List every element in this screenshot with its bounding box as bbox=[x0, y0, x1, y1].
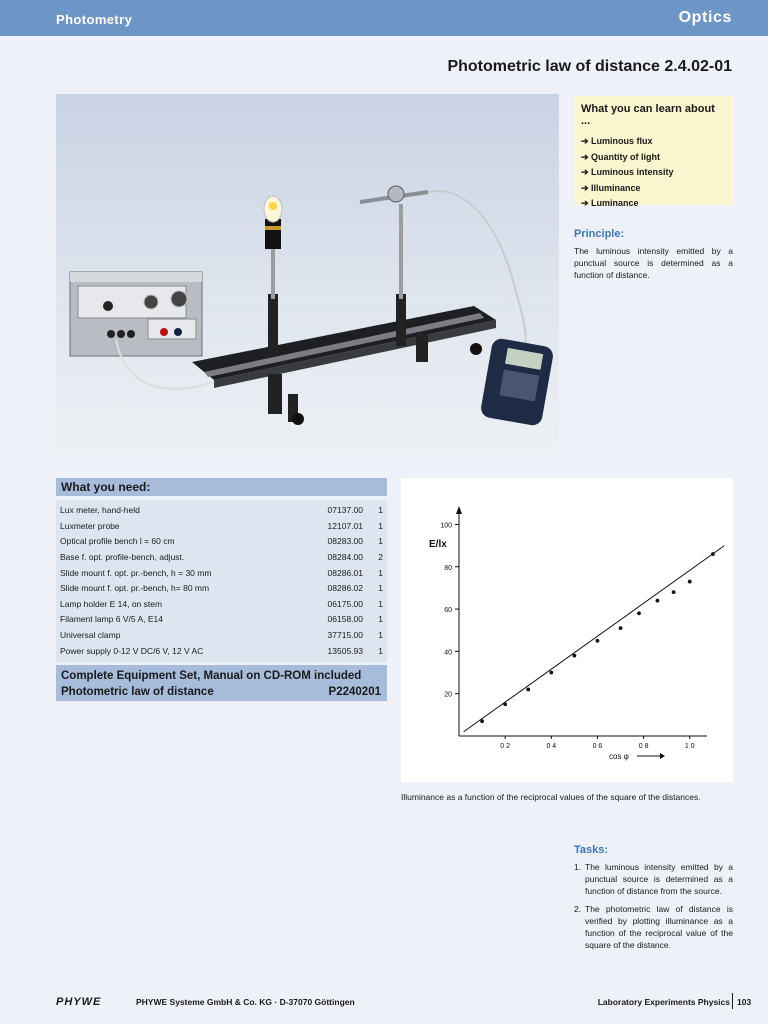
table-row: Universal clamp 37715.00 1 bbox=[60, 630, 383, 640]
table-row: Optical profile bench l = 60 cm 08283.00 1 bbox=[60, 536, 383, 546]
arrow-right-icon: ➔ bbox=[581, 151, 592, 162]
table-row: Lux meter, hand-held 07137.00 1 bbox=[60, 505, 383, 515]
table-row: Power supply 0-12 V DC/6 V, 12 V AC 13505.93 1 bbox=[60, 646, 383, 656]
data-point bbox=[549, 671, 553, 675]
experiment-setup-illustration bbox=[56, 94, 559, 460]
y-tick-label: 100 bbox=[440, 522, 452, 530]
lux-meter-illustration bbox=[480, 337, 555, 427]
x-label-arrow-head bbox=[660, 753, 665, 759]
y-tick-label: 60 bbox=[444, 607, 452, 615]
x-tick-label: 1 0 bbox=[684, 743, 695, 750]
principle-text: The luminous intensity emitted by a punctual source is determined as a function of distance. bbox=[574, 246, 733, 280]
data-point bbox=[503, 702, 507, 706]
learn-about-heading: What you can learn about ... bbox=[581, 103, 715, 127]
graph-panel bbox=[401, 478, 733, 782]
data-point bbox=[596, 639, 600, 643]
table-row: Lamp holder E 14, on stem 06175.00 1 bbox=[60, 599, 383, 609]
table-row: Slide mount f. opt. pr.-bench, h= 80 mm 08286.02 1 bbox=[60, 583, 383, 593]
page-number: 103 bbox=[737, 997, 752, 1007]
page-title: Photometric law of distance 2.4.02-01 bbox=[447, 58, 732, 75]
learn-item: ➔ Illuminance bbox=[581, 182, 641, 193]
principle-heading: Principle: bbox=[574, 228, 625, 240]
y-tick-label: 20 bbox=[444, 691, 452, 699]
phywe-logo: PHYWE bbox=[56, 996, 102, 1008]
fit-line bbox=[464, 546, 725, 732]
illuminance-chart bbox=[401, 478, 733, 782]
table-row: Base f. opt. profile-bench, adjust. 08284.00 2 bbox=[60, 552, 383, 562]
complete-set-code: P2240201 bbox=[328, 686, 381, 698]
figure-caption: Illuminance as a function of the reciprocal values of the square of the distances. bbox=[401, 792, 701, 802]
complete-set-box bbox=[56, 665, 387, 701]
data-point bbox=[672, 590, 676, 594]
task-item: 1. The luminous intensity emitted by a punctual source is determined as a function of distance from the source. bbox=[574, 862, 733, 896]
footer-company: PHYWE Systeme GmbH & Co. KG · D-37070 Göttingen bbox=[136, 997, 355, 1007]
y-axis-label: E/lx bbox=[429, 539, 447, 550]
equipment-table bbox=[56, 500, 387, 662]
data-point bbox=[526, 688, 530, 692]
experiment-photo bbox=[56, 94, 559, 460]
complete-set-name: Photometric law of distance bbox=[61, 686, 214, 698]
data-point bbox=[656, 599, 660, 603]
table-row: Filament lamp 6 V/5 A, E14 06158.00 1 bbox=[60, 614, 383, 624]
learn-item: ➔ Quantity of light bbox=[581, 151, 661, 162]
tasks-list bbox=[574, 861, 733, 957]
task-item: 2. The photometric law of distance is verified by plotting illuminance as a function of the reciprocal value of the square of the distance. bbox=[574, 904, 733, 950]
learn-item: ➔ Luminous intensity bbox=[581, 167, 674, 177]
learn-about-list bbox=[581, 134, 726, 212]
lamp-illustration bbox=[264, 196, 282, 356]
table-row: Luxmeter probe 12107.01 1 bbox=[60, 521, 383, 531]
learn-item: ➔ Luminance bbox=[581, 198, 639, 208]
arrow-right-icon: ➔ bbox=[581, 198, 592, 208]
x-tick-label: 0 4 bbox=[546, 743, 557, 750]
arrow-right-icon: ➔ bbox=[581, 167, 592, 177]
x-axis-label: cos φ bbox=[609, 752, 629, 761]
footer-divider bbox=[732, 993, 733, 1009]
category-label: Optics bbox=[678, 9, 732, 26]
learn-about-box bbox=[574, 96, 733, 208]
data-point bbox=[572, 654, 576, 658]
y-axis-arrow bbox=[456, 506, 462, 514]
header-bar bbox=[0, 0, 768, 36]
data-point bbox=[637, 611, 641, 615]
x-tick-label: 0 8 bbox=[638, 743, 649, 750]
footer-series: Laboratory Experiments Physics bbox=[597, 997, 730, 1007]
section-label: Photometry bbox=[56, 12, 133, 27]
data-point bbox=[619, 626, 623, 630]
arrow-right-icon: ➔ bbox=[581, 182, 592, 193]
tasks-heading: Tasks: bbox=[574, 844, 609, 856]
learn-item: ➔ Luminous flux bbox=[581, 136, 653, 146]
data-point bbox=[688, 580, 692, 584]
what-you-need-heading: What you need: bbox=[56, 478, 387, 496]
data-point bbox=[480, 719, 484, 723]
y-tick-label: 80 bbox=[444, 564, 452, 572]
complete-set-line: Complete Equipment Set, Manual on CD-ROM included bbox=[61, 670, 362, 682]
optical-bench-illustration bbox=[192, 306, 496, 425]
table-row: Slide mount f. opt. pr.-bench, h = 30 mm 08286.01 1 bbox=[60, 568, 383, 578]
x-tick-label: 0 6 bbox=[592, 743, 603, 750]
y-tick-label: 40 bbox=[444, 649, 452, 657]
x-tick-label: 0 2 bbox=[500, 743, 511, 750]
arrow-right-icon: ➔ bbox=[581, 136, 592, 146]
data-point bbox=[711, 552, 715, 556]
